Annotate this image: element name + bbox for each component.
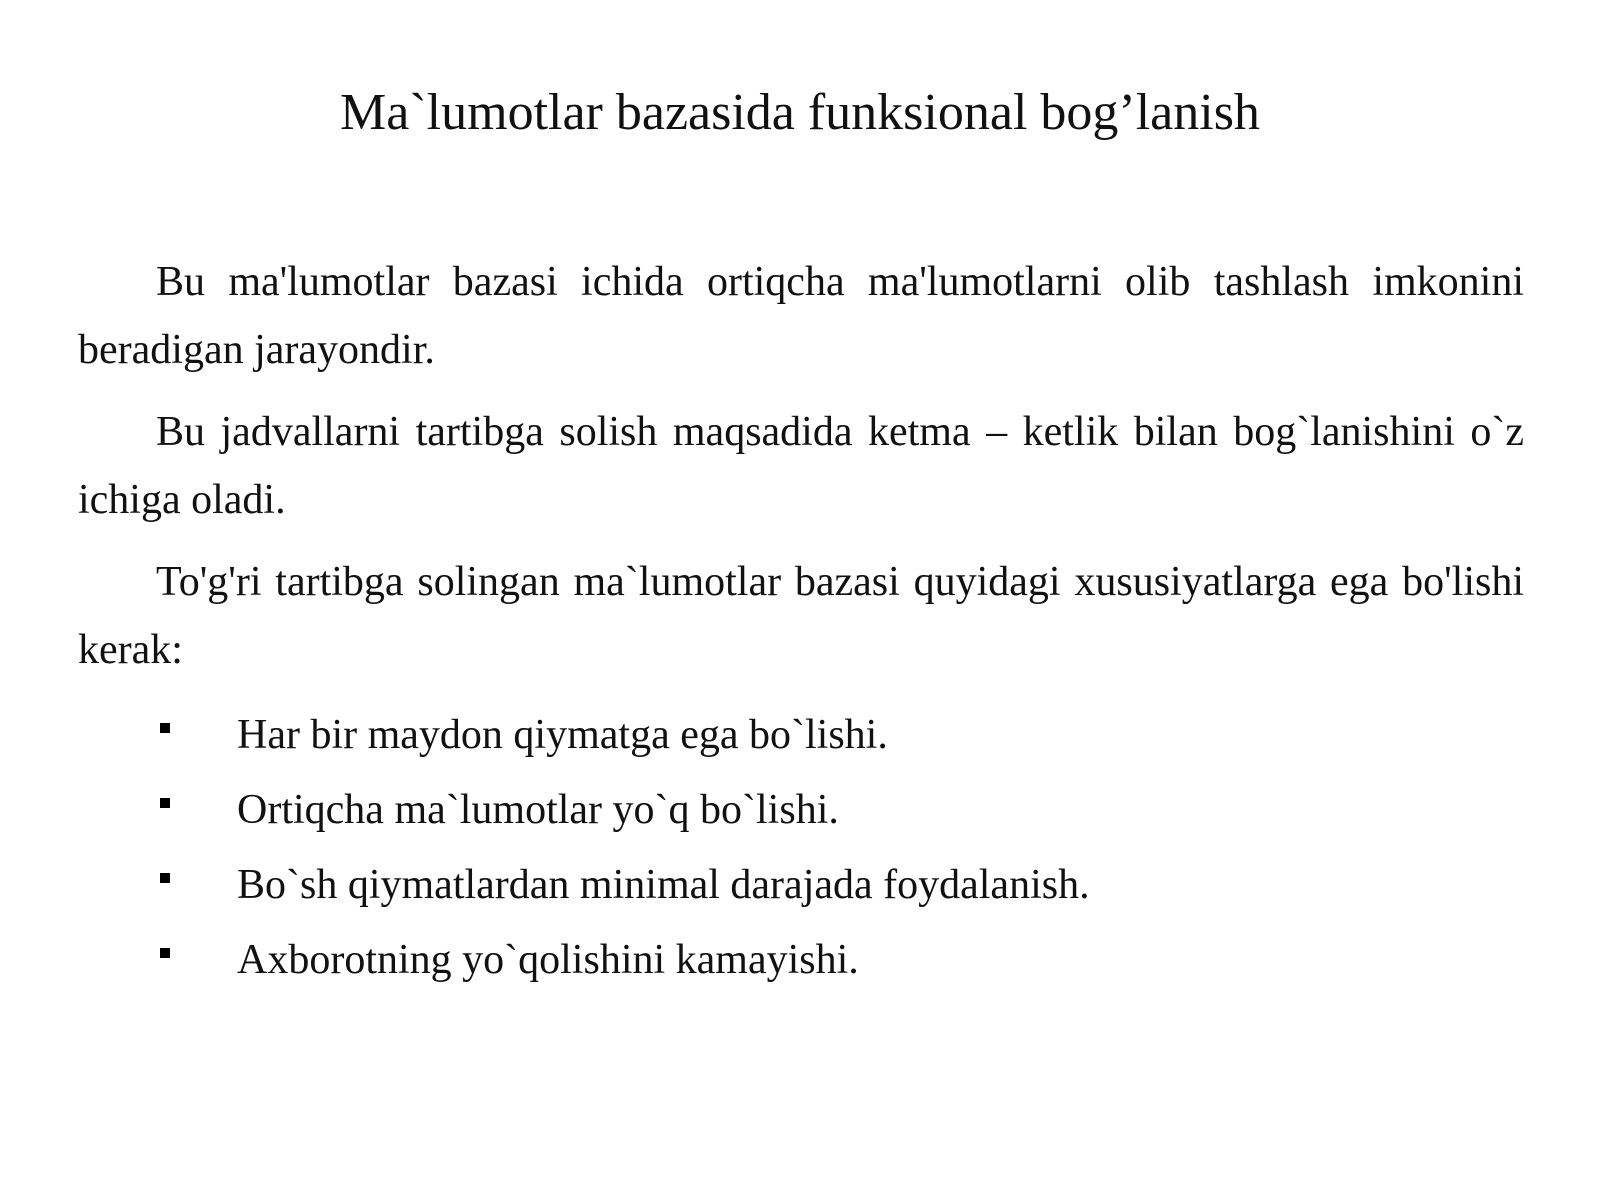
list-item-text: Har bir maydon qiymatga ega bo`lishi.: [237, 712, 888, 758]
square-bullet-icon: [160, 798, 170, 808]
list-item: [78, 773, 1524, 848]
paragraph: To'g'ri tartibga solingan ma`lumotlar bazasi quyidagi xususiyatlarga ega bo'lishi kerak:: [78, 559, 1524, 673]
square-bullet-icon: [160, 948, 170, 958]
list-item: [78, 923, 1524, 998]
list-item-text: Axborotning yo`qolishini kamayishi.: [237, 937, 859, 983]
list-item: [78, 848, 1524, 923]
paragraph: Bu ma'lumotlar bazasi ichida ortiqcha ma'lumotlarni olib tashlash imkonini beradigan jarayondir.: [78, 259, 1524, 373]
paragraph: Bu jadvallarni tartibga solish maqsadida ketma – ketlik bilan bog`lanishini o`z ichiga oladi.: [78, 409, 1524, 523]
square-bullet-icon: [160, 873, 170, 883]
list-item-text: Bo`sh qiymatlardan minimal darajada foydalanish.: [237, 862, 1090, 908]
slide-title: Ma`lumotlar bazasida funksional bog’lanish: [340, 84, 1260, 141]
bullet-list: [78, 698, 1524, 998]
slide-content: [78, 248, 1524, 998]
square-bullet-icon: [160, 723, 170, 733]
list-item: [78, 698, 1524, 773]
list-item-text: Ortiqcha ma`lumotlar yo`q bo`lishi.: [237, 787, 839, 833]
